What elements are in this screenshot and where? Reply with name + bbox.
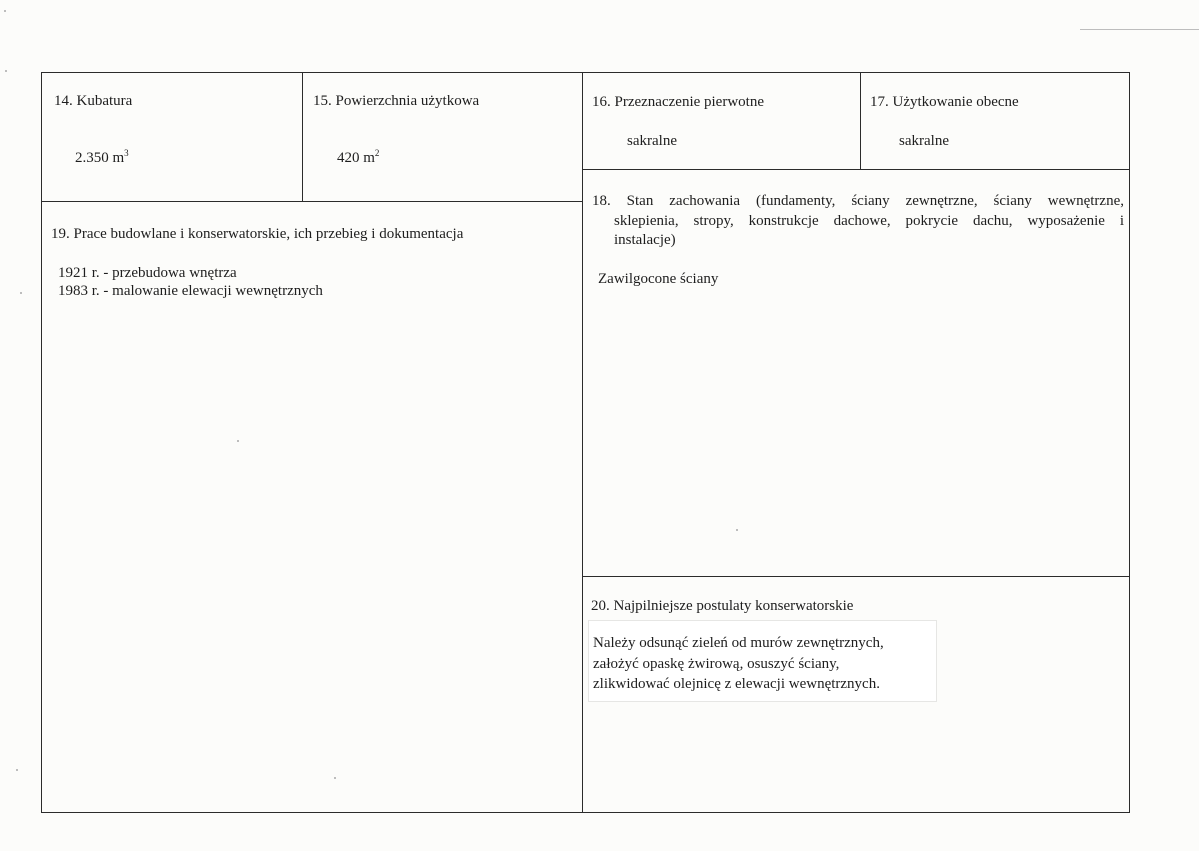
frame-bottom-border xyxy=(41,812,1130,813)
scan-artifact-dot xyxy=(20,292,22,294)
divider-16-17 xyxy=(860,72,861,170)
scan-artifact-dot xyxy=(5,70,7,72)
field-18-label-line-2: sklepienia, stropy, konstrukcje dachowe, pokrycie dachu, wyposażenie i xyxy=(614,213,1124,229)
field-18-value: Zawilgocone ściany xyxy=(598,271,719,287)
field-19-label: 19. Prace budowlane i konserwatorskie, ich przebieg i dokumentacja xyxy=(51,226,464,242)
field-14-label: 14. Kubatura xyxy=(54,93,133,109)
field-19-entry: 1921 r. - przebudowa wnętrza xyxy=(58,265,237,281)
field-18-label-line-3: instalacje) xyxy=(614,232,676,248)
divider-row-right xyxy=(582,169,1130,170)
scan-artifact-dot xyxy=(237,440,239,442)
field-15-label: 15. Powierzchnia użytkowa xyxy=(313,93,480,109)
frame-left-border xyxy=(41,72,42,813)
field-15-unit-exponent: 2 xyxy=(374,148,380,158)
scan-artifact-line xyxy=(1080,29,1199,30)
scan-artifact-dot xyxy=(4,10,6,12)
field-18-label-line-1: 18. Stan zachowania (fundamenty, ściany zewnętrzne, ściany wewnętrzne, xyxy=(592,193,1124,209)
divider-14-15 xyxy=(302,72,303,202)
field-20-line: założyć opaskę żwirową, osuszyć ściany, xyxy=(593,656,840,672)
field-16-label: 16. Przeznaczenie pierwotne xyxy=(592,94,764,110)
divider-18-20 xyxy=(582,576,1130,577)
field-20-line: Należy odsunąć zieleń od murów zewnętrznych, xyxy=(593,635,884,651)
frame-right-border xyxy=(1129,72,1130,813)
field-15-value-number: 420 m xyxy=(337,150,375,166)
scan-artifact-dot xyxy=(736,529,738,531)
field-17-label: 17. Użytkowanie obecne xyxy=(870,94,1019,110)
field-20-line: zlikwidować olejnicę z elewacji wewnętrznych. xyxy=(593,676,880,692)
field-20-label: 20. Najpilniejsze postulaty konserwatorskie xyxy=(591,598,854,614)
field-14-unit-exponent: 3 xyxy=(124,148,129,158)
field-17-value: sakralne xyxy=(899,133,949,149)
field-14-value-number: 2.350 m xyxy=(75,150,125,166)
field-14-value xyxy=(75,150,129,167)
divider-center xyxy=(582,72,583,813)
frame-top-border xyxy=(41,72,1130,73)
field-16-value: sakralne xyxy=(627,133,677,149)
divider-row-left xyxy=(41,201,583,202)
field-19-entry: 1983 r. - malowanie elewacji wewnętrznych xyxy=(58,283,323,299)
scan-artifact-dot xyxy=(334,777,336,779)
scan-artifact-dot xyxy=(16,769,18,771)
field-15-value xyxy=(337,150,379,167)
